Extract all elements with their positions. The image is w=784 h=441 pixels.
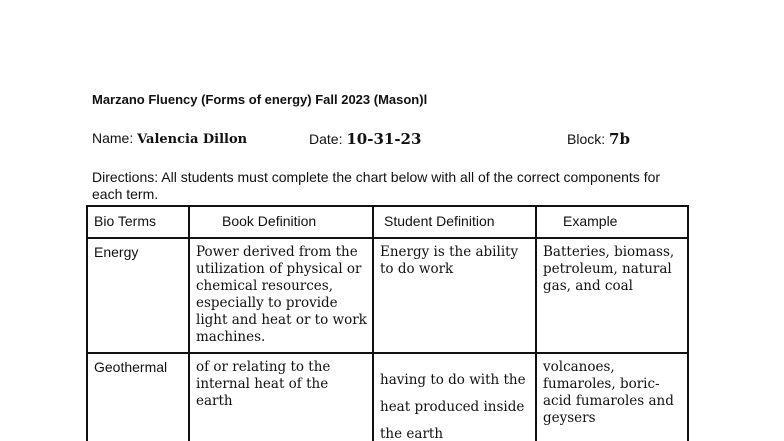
term-cell (87, 238, 189, 353)
example-cell (536, 238, 688, 353)
student-definition-text: Energy is the ability to do work (380, 244, 519, 277)
book-definition-cell (189, 353, 373, 441)
example-text: Batteries, biomass, petroleum, natural gas, and coal (543, 244, 675, 294)
directions-text: Directions: All students must complete the chart below with all of the correct components for each term. (92, 169, 661, 202)
table-row (87, 238, 688, 353)
date-label: Date: (309, 131, 343, 147)
book-definition-cell (189, 238, 373, 353)
header-book-definition: Book Definition (189, 206, 373, 238)
block-value: 7b (609, 130, 630, 148)
book-definition-text: of or relating to the internal heat of the earth (196, 359, 331, 409)
date-value: 10-31-23 (346, 130, 422, 148)
book-definition-text: Power derived from the utilization of physical or chemical resources, especially to provide light and heat or to work machines. (196, 244, 367, 345)
example-cell (536, 353, 688, 441)
name-value: Valencia Dillon (137, 132, 248, 147)
block-field (567, 130, 630, 148)
date-field (309, 130, 421, 148)
student-definition-text: having to do with the heat produced inside the earth (380, 372, 526, 441)
term-text: Geothermal (94, 359, 168, 375)
header-student-definition: Student Definition (373, 206, 536, 238)
example-text: volcanoes, fumaroles, boric-acid fumaroles and geysers (543, 359, 674, 426)
student-definition-cell (373, 238, 536, 353)
student-definition-cell (373, 353, 536, 441)
table-header-row (87, 206, 688, 238)
term-text: Energy (94, 244, 139, 260)
name-label: Name: (92, 130, 134, 146)
terms-table (86, 205, 689, 441)
block-label: Block: (567, 131, 606, 147)
worksheet-title: Marzano Fluency (Forms of energy) Fall 2023 (Mason)l (92, 92, 428, 107)
term-cell (87, 353, 189, 441)
name-field (92, 130, 247, 147)
header-example: Example (536, 206, 688, 238)
header-bio-terms: Bio Terms (87, 206, 189, 238)
table-row (87, 353, 688, 441)
